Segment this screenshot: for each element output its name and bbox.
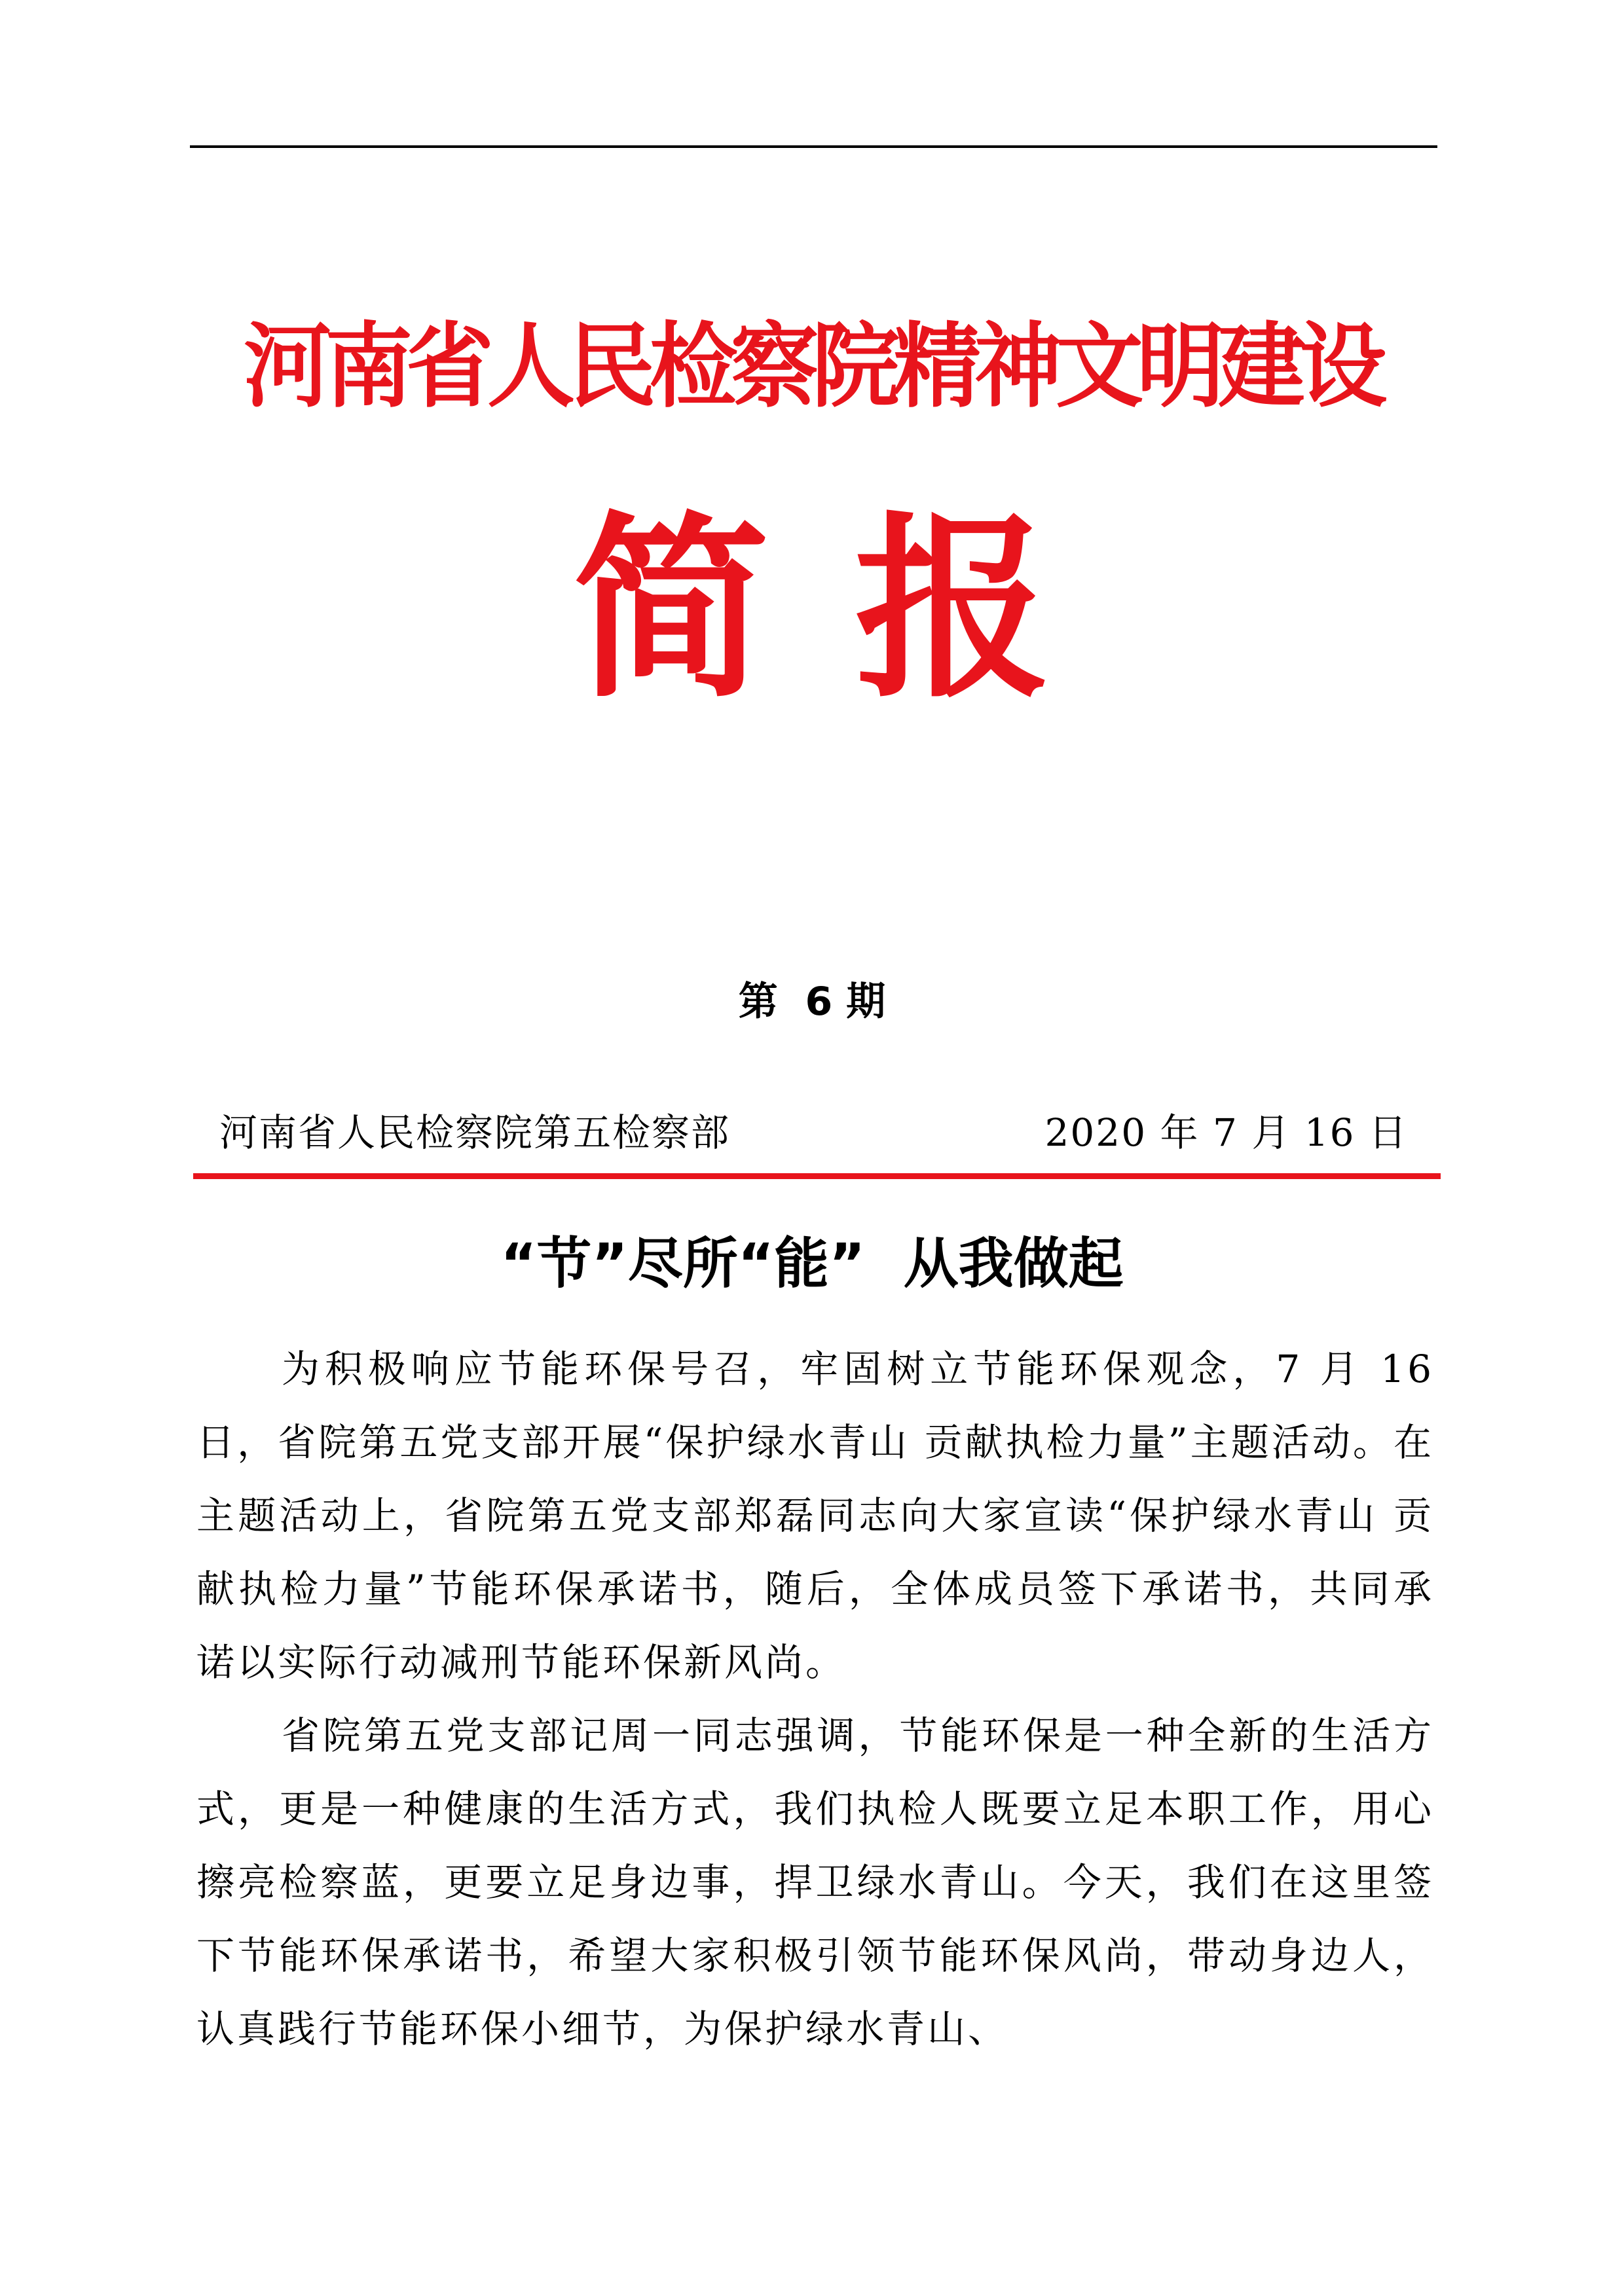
- masthead-org: 河南省人民检察院精神文明建设: [243, 313, 1380, 420]
- issue-date: 2020 年 7 月 16 日: [1044, 1110, 1408, 1155]
- article-body: [196, 1332, 1434, 2066]
- top-divider: [190, 145, 1437, 148]
- article-paragraph: 为积极响应节能环保号召，牢固树立节能环保观念，7 月 16 日，省院第五党支部开展“保护绿水青山 贡献执检力量”主题活动。在主题活动上，省院第五党支部郑磊同志向大家宣读“保护绿水青山 贡献执检力量”节能环保承诺书，随后，全体成员签下承诺书，共同承诺以实际行动减刑节能环保新风尚。: [196, 1347, 1434, 1685]
- issue-number: 第 6 期: [738, 979, 886, 1025]
- article-paragraph: 省院第五党支部记周一同志强调，节能环保是一种全新的生活方式，更是一种健康的生活方式，我们执检人既要立足本职工作，用心擦亮检察蓝，更要立足身边事，捍卫绿水青山。今天，我们在这里签下节能环保承诺书，希望大家积极引领节能环保风尚，带动身边人，认真践行节能环保小细节，为保护绿水青山、: [196, 1713, 1434, 2051]
- red-divider: [193, 1173, 1441, 1179]
- issuing-department: 河南省人民检察院第五检察部: [219, 1110, 731, 1155]
- masthead-title: 简报: [573, 493, 1136, 724]
- article-title: “节”尽所“能” 从我做起: [500, 1231, 1124, 1296]
